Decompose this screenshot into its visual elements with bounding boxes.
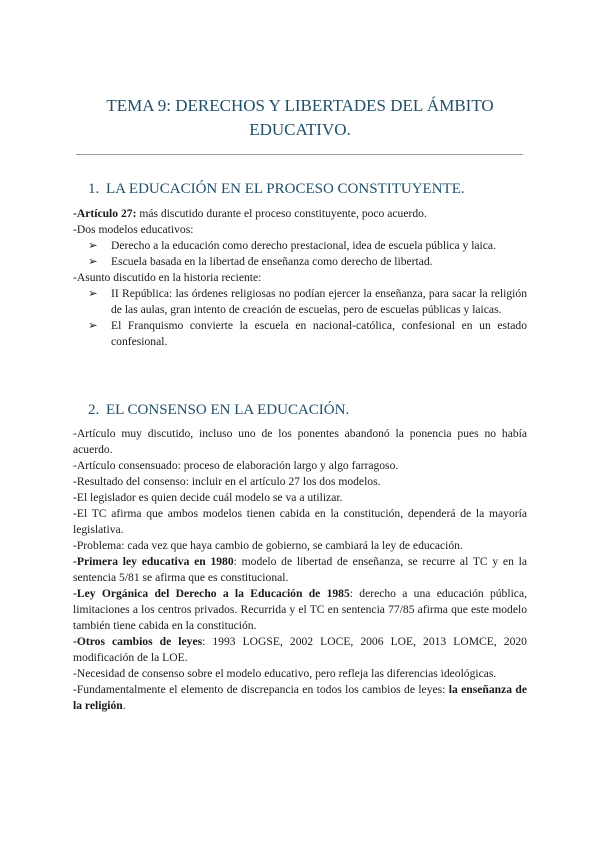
- section-2-body: [73, 426, 527, 714]
- paragraph: -Fundamentalmente el elemento de discrepancia en todos los cambios de leyes: la enseñanza de la religión.: [73, 683, 528, 712]
- section-1-title: LA EDUCACIÓN EN EL PROCESO CONSTITUYENTE.: [106, 181, 465, 197]
- paragraph: -Ley Orgánica del Derecho a la Educación de 1985: derecho a una educación pública, limitaciones a los centros privados. Recurrida y el TC en sentencia 77/85 afirma que este modelo también tiene cabida en la constitución.: [73, 587, 527, 632]
- paragraph: -Primera ley educativa en 1980: modelo de libertad de enseñanza, se recurre al TC y en la sentencia 5/81 se afirma que es constitucional.: [73, 555, 527, 584]
- paragraph: -Artículo 27: más discutido durante el proceso constituyente, poco acuerdo.: [73, 207, 427, 220]
- paragraph: -Necesidad de consenso sobre el modelo educativo, pero refleja las diferencias ideológicas.: [73, 667, 497, 680]
- list-item: ➢ El Franquismo convierte la escuela en nacional-católica, confesional en un estado confesional.: [88, 319, 527, 348]
- bold-text: -Artículo 27:: [73, 207, 137, 220]
- paragraph: -Otros cambios de leyes: 1993 LOGSE, 2002 LOCE, 2006 LOE, 2013 LOMCE, 2020 modificación de la LOE.: [73, 635, 527, 664]
- paragraph: -Problema: cada vez que haya cambio de gobierno, se cambiará la ley de educación.: [73, 539, 463, 552]
- list-item: ➢ Escuela basada en la libertad de enseñanza como derecho de libertad.: [88, 255, 433, 268]
- section-2-title: EL CONSENSO EN LA EDUCACIÓN.: [106, 402, 350, 418]
- paragraph: -El legislador es quien decide cuál modelo se va a utilizar.: [73, 491, 343, 504]
- arrow-bullet-icon: ➢: [88, 239, 98, 252]
- bold-text: la enseñanza de la religión: [73, 683, 528, 712]
- arrow-bullet-icon: ➢: [88, 319, 98, 332]
- paragraph: -Asunto discutido en la historia reciente:: [73, 271, 262, 284]
- list-item: ➢ II República: las órdenes religiosas no podían ejercer la enseñanza, para sacar la religión de las aulas, gran intento de creación de escuelas, pero de escuelas públicas y laicas.: [88, 287, 527, 316]
- document-title: TEMA 9: DERECHOS Y LIBERTADES DEL ÁMBITO EDUCATIVO.: [106, 96, 494, 139]
- title-divider: [76, 154, 523, 155]
- paragraph: -Resultado del consenso: incluir en el artículo 27 los dos modelos.: [73, 475, 381, 488]
- bold-text: -Ley Orgánica del Derecho a la Educación de 1985: [73, 587, 350, 600]
- arrow-bullet-icon: ➢: [88, 287, 98, 300]
- section-2-heading: [88, 401, 349, 419]
- bold-text: -Otros cambios de leyes: [73, 635, 203, 648]
- section-1-number: 1.: [88, 181, 100, 197]
- arrow-bullet-icon: ➢: [88, 255, 98, 268]
- section-2-number: 2.: [88, 402, 100, 418]
- section-1-body: [73, 206, 527, 350]
- section-1-heading: [88, 180, 465, 198]
- paragraph: -Artículo consensuado: proceso de elaboración largo y algo farragoso.: [73, 459, 399, 472]
- paragraph: -Artículo muy discutido, incluso uno de los ponentes abandonó la ponencia pues no había acuerdo.: [73, 427, 527, 456]
- bold-text: -Primera ley educativa en 1980: [73, 555, 234, 568]
- paragraph: -El TC afirma que ambos modelos tienen cabida en la constitución, dependerá de la mayoría legislativa.: [73, 507, 527, 536]
- paragraph: -Dos modelos educativos:: [73, 223, 194, 236]
- list-item: ➢ Derecho a la educación como derecho prestacional, idea de escuela pública y laica.: [88, 239, 496, 252]
